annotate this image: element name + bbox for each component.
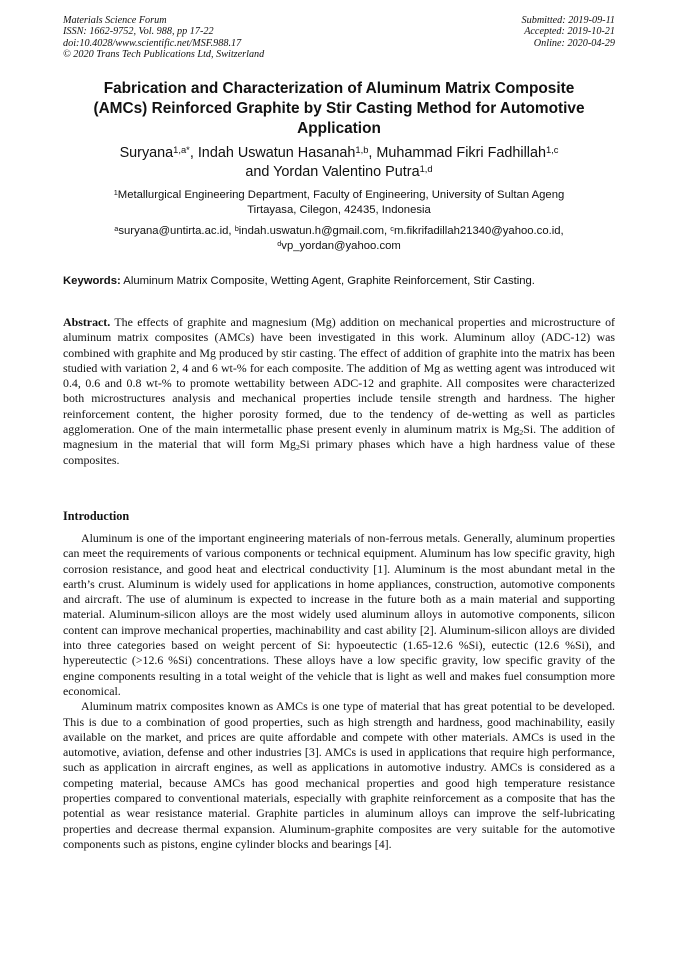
abstract-subscript: 2 (295, 443, 300, 453)
email-address: vp_yordan@yahoo.com (281, 240, 401, 252)
section-heading-introduction: Introduction (63, 509, 130, 523)
affiliation-line: Tirtayasa, Cilegon, 42435, Indonesia (247, 204, 431, 216)
author-name: Suryana (119, 145, 174, 161)
affiliation-text: Metallurgical Engineering Department, Faculty of Engineering, University of Sultan Ageng (117, 189, 565, 201)
email-address: suryana@untirta.ac.id, (118, 225, 235, 237)
abstract-label: Abstract. (63, 315, 111, 329)
author-affiliation-mark: 1,b (355, 144, 369, 155)
doi-line: doi:10.4028/www.scientific.net/MSF.988.17 (63, 37, 242, 49)
copyright-line: © 2020 Trans Tech Publications Ltd, Switzerland (63, 49, 265, 61)
author-affiliation-mark: 1,a* (173, 144, 190, 155)
abstract-text: The effects of graphite and magnesium (Mg) addition on mechanical properties and microstructure of aluminum matrix composites (AMCs) have been investigated in this work. Aluminum alloy (ADC-12) was combined with graphite and Mg produced by stir casting. The effect of addition of graphite into the matrix has been studied with variation 2, 4 and 6 wt-% for each composite. The addition of Mg as wetting agent was introduced wit 0.4, 0.6 and 0.8 wt-% to promote wettability between ADC-12 and graphite. All composites were characterized both microstructures analysis and mechanical properties include tensile strength and hardness. The higher reinforcement content, the higher porosity formed, due to the tendency of de-wetting as well as particles agglomeration. One of the main intermetallic phase present evenly in aluminum matrix is Mg (63, 315, 615, 437)
abstract (63, 315, 615, 468)
title-line: Application (297, 120, 381, 137)
email-address: m.fikrifadillah21340@yahoo.co.id, (393, 225, 564, 237)
abstract-text: Si primary phases which have a high hardness value of these composites. (63, 437, 615, 467)
journal-name: Materials Science Forum (63, 15, 167, 26)
journal-header-right (522, 15, 615, 49)
journal-header-left (63, 15, 264, 61)
abstract-text: Si. The addition of magnesium in the material that will form Mg (63, 422, 615, 452)
abstract-subscript: 2 (519, 428, 524, 437)
email-mark: b (234, 223, 239, 233)
author-emails (63, 224, 615, 254)
keywords-label: Keywords: (63, 275, 121, 287)
email-mark: a (114, 223, 119, 233)
author-name: and Yordan Valentino Putra (245, 164, 420, 180)
email-address: indah.uswatun.h@gmail.com, (238, 225, 391, 237)
author-line (63, 163, 615, 182)
title-line: (AMCs) Reinforced Graphite by Stir Casting Method for Automotive (93, 100, 585, 117)
introduction-body (63, 531, 615, 852)
paragraph: Aluminum is one of the important engineering materials of non-ferrous metals. Generally, aluminum properties can meet the requirements of various components or technical equipment. Aluminum has low specific gravity, high corrosion resistance, and good heat and electrical conductivity [1]. Aluminum is the most abundant metal in the earth’s crust. Aluminum is widely used for applications in home appliances, construction, automotive components and aircraft. The use of aluminum is expected to increase in the future both as a main material and supporting material. Aluminum-silicon alloys are the most widely used aluminum alloys in automotive components, silicon content can improve mechanical properties, machinability and cast ability [2]. Aluminum-silicon alloys are divided into three categories based on weight percent of Si: hypoeutectic (1.65-12.6 %Si), eutectic (12.6 %Si), and hypereutectic (>12.6 %Si) concentrations. These alloys have a low specific gravity, low specific gravity of the engine components resulting in a total weight of the vehicle that is light as well and makes fuel consumption more economical. (63, 531, 615, 698)
author-line (63, 144, 615, 163)
email-line (63, 224, 615, 239)
author-separator: , (189, 145, 198, 161)
author-affiliation-mark: 1,c (545, 144, 559, 155)
issn-line: ISSN: 1662-9752, Vol. 988, pp 17-22 (63, 26, 214, 38)
accepted-date: Accepted: 2019-10-21 (524, 26, 615, 38)
email-mark: c (390, 223, 394, 233)
online-date: Online: 2020-04-29 (533, 37, 615, 49)
affiliation-mark: 1 (113, 187, 118, 197)
email-mark: d (277, 238, 282, 248)
paper-title (63, 79, 615, 139)
paragraph: Aluminum matrix composites known as AMCs is one type of material that has great potential to be developed. This is due to a combination of good properties, such as high strength and hardness, good machinability, easily available on the market, and prices are quite affordable and compete with other materials. AMCs is used in the automotive, aviation, defense and other industries [3]. AMCs is used in applications that require high performance, such as application in aircraft engines, as well as applications in automotive industry. AMCs is considered as a competing material, because AMCs has good mechanical properties and good high temperature resistance properties compared to conventional materials, especially with graphite reinforcement as a composite that has the potential as wear resistance material. Graphite particles in aluminum alloys can improve the self-lubricating properties and decrease thermal expansion. Aluminum-graphite composites are very suitable for the automotive components such as pistons, engine cylinder blocks and bearings [4]. (63, 699, 615, 851)
author-name: Muhammad Fikri Fadhillah (376, 145, 546, 161)
title-line: Fabrication and Characterization of Aluminum Matrix Composite (103, 80, 575, 97)
keywords (63, 274, 615, 289)
affiliation (63, 188, 615, 218)
author-list (63, 144, 615, 182)
author-separator: , (368, 145, 377, 161)
email-line (63, 239, 615, 254)
keywords-text: Aluminum Matrix Composite, Wetting Agent, Graphite Reinforcement, Stir Casting. (120, 275, 535, 287)
author-name: Indah Uswatun Hasanah (197, 145, 356, 161)
submitted-date: Submitted: 2019-09-11 (521, 15, 615, 26)
affiliation-line (63, 188, 615, 203)
author-affiliation-mark: 1,d (419, 163, 433, 174)
